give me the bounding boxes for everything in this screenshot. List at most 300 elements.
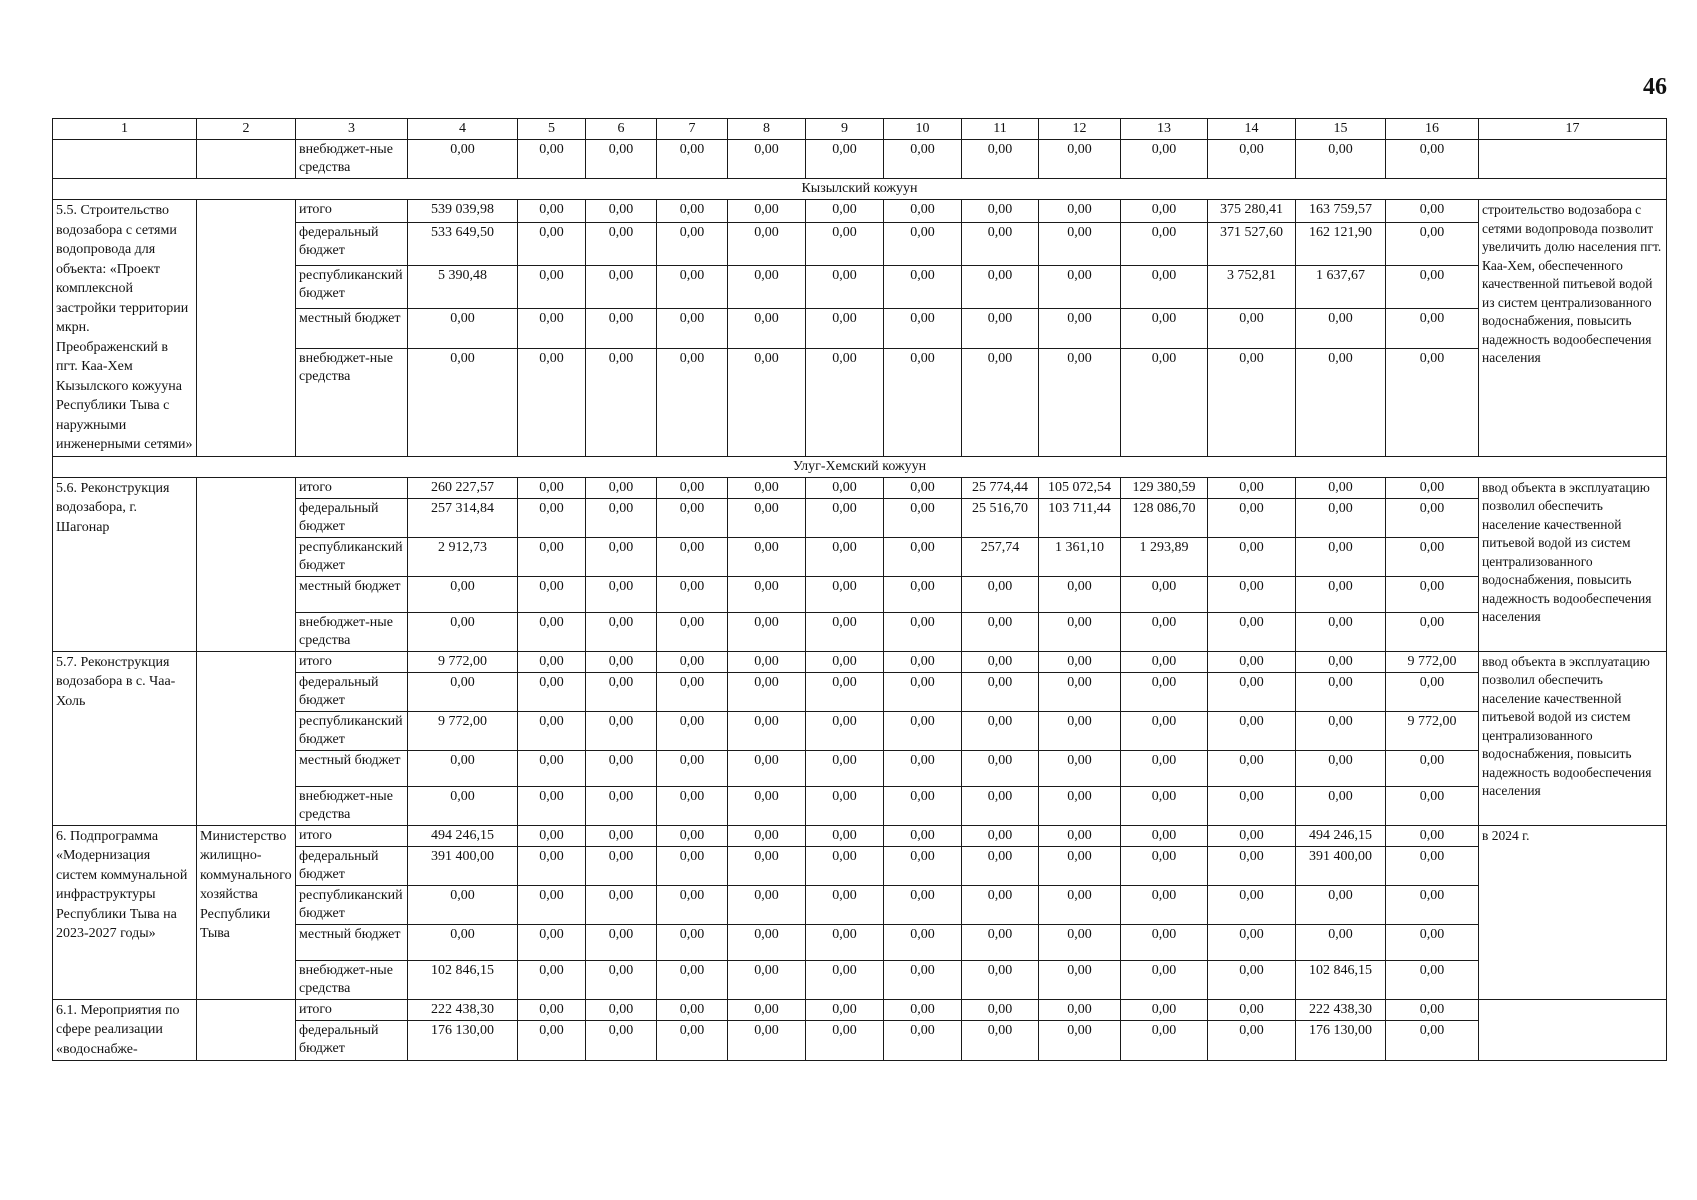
- amount-cell: 0,00: [1039, 651, 1121, 672]
- amount-cell: 0,00: [518, 498, 586, 537]
- amount-cell: 0,00: [1039, 999, 1121, 1021]
- amount-cell: 0,00: [657, 498, 728, 537]
- amount-cell: 0,00: [657, 266, 728, 309]
- expected-result: строительство водозабора с сетями водопровода позволит увеличить долю населения пгт. Каа-Хем, обеспеченного качественной питьевой водой из систем централизованного водоснабжения, повысить надежность водообеспечения населения: [1479, 200, 1667, 457]
- amount-cell: 0,00: [1208, 750, 1296, 786]
- amount-cell: 0,00: [884, 999, 962, 1021]
- amount-cell: 0,00: [1296, 786, 1386, 825]
- amount-cell: 0,00: [408, 885, 518, 924]
- amount-cell: 0,00: [884, 711, 962, 750]
- funding-source: внебюджет-ные средства: [296, 960, 408, 999]
- measure-name: 6. Подпрограмма «Модернизация систем коммунальной инфраструктуры Республики Тыва на 2023-2027 годы»: [53, 825, 197, 999]
- amount-cell: 0,00: [518, 140, 586, 179]
- expected-result: [1479, 140, 1667, 179]
- amount-cell: 0,00: [728, 223, 806, 266]
- amount-cell: 0,00: [1386, 537, 1479, 576]
- amount-cell: 0,00: [1121, 266, 1208, 309]
- amount-cell: 0,00: [728, 477, 806, 498]
- column-header: 14: [1208, 119, 1296, 140]
- amount-cell: 0,00: [806, 537, 884, 576]
- amount-cell: 0,00: [884, 672, 962, 711]
- amount-cell: 0,00: [884, 537, 962, 576]
- amount-cell: 0,00: [1039, 576, 1121, 612]
- amount-cell: 3 752,81: [1208, 266, 1296, 309]
- amount-cell: 0,00: [518, 786, 586, 825]
- amount-cell: 0,00: [518, 308, 586, 348]
- amount-cell: 0,00: [657, 200, 728, 223]
- funding-source: внебюджет-ные средства: [296, 612, 408, 651]
- amount-cell: 0,00: [1039, 223, 1121, 266]
- funding-row: [53, 612, 1667, 651]
- amount-cell: 163 759,57: [1296, 200, 1386, 223]
- amount-cell: 0,00: [518, 1021, 586, 1061]
- amount-cell: 0,00: [884, 348, 962, 456]
- amount-cell: 0,00: [728, 885, 806, 924]
- amount-cell: 176 130,00: [1296, 1021, 1386, 1061]
- funding-source: итого: [296, 200, 408, 223]
- amount-cell: 0,00: [1208, 885, 1296, 924]
- amount-cell: 9 772,00: [1386, 711, 1479, 750]
- funding-source: федеральный бюджет: [296, 1021, 408, 1061]
- amount-cell: 0,00: [728, 672, 806, 711]
- amount-cell: 0,00: [657, 750, 728, 786]
- amount-cell: 0,00: [518, 651, 586, 672]
- column-header: 15: [1296, 119, 1386, 140]
- funding-row: [53, 1021, 1667, 1061]
- expected-result: [1479, 999, 1667, 1061]
- amount-cell: 0,00: [728, 711, 806, 750]
- amount-cell: 0,00: [806, 477, 884, 498]
- column-header: 11: [962, 119, 1039, 140]
- amount-cell: 0,00: [1208, 672, 1296, 711]
- amount-cell: 0,00: [657, 348, 728, 456]
- amount-cell: 0,00: [884, 960, 962, 999]
- amount-cell: 0,00: [1039, 885, 1121, 924]
- column-header: 4: [408, 119, 518, 140]
- amount-cell: 2 912,73: [408, 537, 518, 576]
- amount-cell: 0,00: [1121, 651, 1208, 672]
- column-header: 13: [1121, 119, 1208, 140]
- amount-cell: 0,00: [1386, 308, 1479, 348]
- column-header: 1: [53, 119, 197, 140]
- amount-cell: 0,00: [1208, 537, 1296, 576]
- column-number-row: [53, 119, 1667, 140]
- amount-cell: 0,00: [657, 711, 728, 750]
- column-header: 9: [806, 119, 884, 140]
- amount-cell: 0,00: [518, 999, 586, 1021]
- amount-cell: 0,00: [518, 266, 586, 309]
- amount-cell: 0,00: [657, 924, 728, 960]
- amount-cell: 0,00: [518, 825, 586, 846]
- amount-cell: 0,00: [1121, 999, 1208, 1021]
- funding-source: местный бюджет: [296, 308, 408, 348]
- amount-cell: 0,00: [408, 576, 518, 612]
- amount-cell: 0,00: [884, 750, 962, 786]
- funding-source: итого: [296, 999, 408, 1021]
- amount-cell: 0,00: [586, 960, 657, 999]
- amount-cell: 9 772,00: [1386, 651, 1479, 672]
- amount-cell: 0,00: [518, 223, 586, 266]
- column-header: 10: [884, 119, 962, 140]
- measure-name: 6.1. Мероприятия по сфере реализации «водоснабже-: [53, 999, 197, 1061]
- funding-source: местный бюджет: [296, 750, 408, 786]
- amount-cell: 0,00: [1296, 348, 1386, 456]
- amount-cell: 0,00: [1386, 846, 1479, 885]
- amount-cell: 257,74: [962, 537, 1039, 576]
- amount-cell: 0,00: [1296, 750, 1386, 786]
- amount-cell: 0,00: [962, 348, 1039, 456]
- amount-cell: 0,00: [728, 825, 806, 846]
- amount-cell: 0,00: [806, 498, 884, 537]
- amount-cell: 0,00: [586, 750, 657, 786]
- amount-cell: 0,00: [962, 750, 1039, 786]
- amount-cell: 0,00: [884, 1021, 962, 1061]
- amount-cell: 0,00: [1121, 1021, 1208, 1061]
- amount-cell: 0,00: [657, 786, 728, 825]
- funding-row: [53, 200, 1667, 223]
- amount-cell: 0,00: [657, 1021, 728, 1061]
- column-header: 12: [1039, 119, 1121, 140]
- funding-source: республиканский бюджет: [296, 537, 408, 576]
- funding-row: [53, 266, 1667, 309]
- amount-cell: 0,00: [884, 786, 962, 825]
- funding-source: федеральный бюджет: [296, 498, 408, 537]
- executor: [197, 651, 296, 825]
- amount-cell: 0,00: [884, 846, 962, 885]
- funding-row: [53, 537, 1667, 576]
- expected-result: ввод объекта в эксплуатацию позволил обеспечить население качественной питьевой водой из систем централизованного водоснабжения, повысить надежность водообеспечения населения: [1479, 477, 1667, 651]
- amount-cell: 0,00: [962, 711, 1039, 750]
- amount-cell: 0,00: [806, 672, 884, 711]
- measure-name: 5.7. Реконструкция водозабора в с. Чаа-Холь: [53, 651, 197, 825]
- amount-cell: 0,00: [962, 223, 1039, 266]
- column-header: 7: [657, 119, 728, 140]
- amount-cell: 0,00: [1039, 750, 1121, 786]
- amount-cell: 0,00: [884, 477, 962, 498]
- executor: [197, 140, 296, 179]
- amount-cell: 0,00: [1208, 924, 1296, 960]
- expected-result: ввод объекта в эксплуатацию позволил обеспечить население качественной питьевой водой из систем централизованного водоснабжения, повысить надежность водообеспечения населения: [1479, 651, 1667, 825]
- amount-cell: 0,00: [962, 825, 1039, 846]
- amount-cell: 0,00: [586, 711, 657, 750]
- amount-cell: 0,00: [586, 786, 657, 825]
- amount-cell: 0,00: [962, 999, 1039, 1021]
- amount-cell: 494 246,15: [408, 825, 518, 846]
- amount-cell: 494 246,15: [1296, 825, 1386, 846]
- amount-cell: 0,00: [1039, 786, 1121, 825]
- amount-cell: 0,00: [657, 651, 728, 672]
- amount-cell: 0,00: [1296, 885, 1386, 924]
- amount-cell: 222 438,30: [1296, 999, 1386, 1021]
- funding-source: федеральный бюджет: [296, 672, 408, 711]
- amount-cell: 1 361,10: [1039, 537, 1121, 576]
- column-header: 5: [518, 119, 586, 140]
- amount-cell: 0,00: [962, 576, 1039, 612]
- executor: Министерство жилищно-коммунального хозяйства Республики Тыва: [197, 825, 296, 999]
- amount-cell: 0,00: [1121, 711, 1208, 750]
- amount-cell: 0,00: [586, 140, 657, 179]
- funding-source: республиканский бюджет: [296, 885, 408, 924]
- amount-cell: 0,00: [1208, 999, 1296, 1021]
- amount-cell: 0,00: [586, 348, 657, 456]
- amount-cell: 0,00: [728, 999, 806, 1021]
- amount-cell: 0,00: [1208, 651, 1296, 672]
- amount-cell: 0,00: [1121, 308, 1208, 348]
- funding-source: федеральный бюджет: [296, 223, 408, 266]
- funding-row: [53, 651, 1667, 672]
- amount-cell: 0,00: [657, 960, 728, 999]
- funding-source: итого: [296, 825, 408, 846]
- amount-cell: 0,00: [1386, 1021, 1479, 1061]
- amount-cell: 0,00: [518, 477, 586, 498]
- amount-cell: 0,00: [1208, 498, 1296, 537]
- amount-cell: 0,00: [1121, 672, 1208, 711]
- amount-cell: 0,00: [728, 266, 806, 309]
- amount-cell: 0,00: [884, 498, 962, 537]
- amount-cell: 0,00: [586, 651, 657, 672]
- amount-cell: 0,00: [657, 223, 728, 266]
- amount-cell: 533 649,50: [408, 223, 518, 266]
- amount-cell: 0,00: [806, 576, 884, 612]
- amount-cell: 0,00: [1296, 498, 1386, 537]
- amount-cell: 0,00: [1296, 672, 1386, 711]
- amount-cell: 0,00: [586, 1021, 657, 1061]
- amount-cell: 0,00: [884, 223, 962, 266]
- amount-cell: 0,00: [1121, 140, 1208, 179]
- amount-cell: 0,00: [1121, 960, 1208, 999]
- amount-cell: 0,00: [1121, 825, 1208, 846]
- amount-cell: 0,00: [408, 672, 518, 711]
- amount-cell: 0,00: [884, 200, 962, 223]
- amount-cell: 0,00: [806, 960, 884, 999]
- amount-cell: 0,00: [806, 825, 884, 846]
- funding-row: [53, 223, 1667, 266]
- amount-cell: 0,00: [586, 223, 657, 266]
- amount-cell: 0,00: [408, 140, 518, 179]
- amount-cell: 0,00: [806, 750, 884, 786]
- amount-cell: 0,00: [884, 308, 962, 348]
- amount-cell: 0,00: [806, 266, 884, 309]
- amount-cell: 0,00: [657, 846, 728, 885]
- amount-cell: 0,00: [657, 672, 728, 711]
- funding-source: местный бюджет: [296, 576, 408, 612]
- amount-cell: 0,00: [1208, 576, 1296, 612]
- amount-cell: 0,00: [806, 885, 884, 924]
- funding-row: [53, 825, 1667, 846]
- executor: [197, 999, 296, 1061]
- amount-cell: 0,00: [518, 960, 586, 999]
- amount-cell: 0,00: [884, 612, 962, 651]
- amount-cell: 0,00: [1039, 846, 1121, 885]
- region-label: Кызылский кожуун: [53, 179, 1667, 200]
- amount-cell: 0,00: [657, 140, 728, 179]
- amount-cell: 0,00: [1208, 308, 1296, 348]
- amount-cell: 0,00: [884, 651, 962, 672]
- amount-cell: 0,00: [1386, 825, 1479, 846]
- amount-cell: 0,00: [1296, 612, 1386, 651]
- amount-cell: 25 516,70: [962, 498, 1039, 537]
- amount-cell: 102 846,15: [1296, 960, 1386, 999]
- amount-cell: 0,00: [518, 200, 586, 223]
- amount-cell: 0,00: [1039, 308, 1121, 348]
- amount-cell: 0,00: [657, 825, 728, 846]
- amount-cell: 0,00: [518, 885, 586, 924]
- amount-cell: 0,00: [962, 846, 1039, 885]
- amount-cell: 391 400,00: [1296, 846, 1386, 885]
- amount-cell: 371 527,60: [1208, 223, 1296, 266]
- amount-cell: 0,00: [806, 999, 884, 1021]
- funding-source: федеральный бюджет: [296, 846, 408, 885]
- amount-cell: 0,00: [586, 846, 657, 885]
- funding-row: [53, 750, 1667, 786]
- amount-cell: 0,00: [1386, 612, 1479, 651]
- page-number: 46: [1643, 74, 1667, 100]
- amount-cell: 1 637,67: [1296, 266, 1386, 309]
- amount-cell: 0,00: [586, 200, 657, 223]
- amount-cell: 0,00: [728, 612, 806, 651]
- funding-row: [53, 711, 1667, 750]
- amount-cell: 129 380,59: [1121, 477, 1208, 498]
- amount-cell: 0,00: [728, 960, 806, 999]
- amount-cell: 0,00: [1039, 825, 1121, 846]
- amount-cell: 176 130,00: [408, 1021, 518, 1061]
- amount-cell: 0,00: [1121, 786, 1208, 825]
- amount-cell: 0,00: [586, 924, 657, 960]
- amount-cell: 0,00: [1296, 651, 1386, 672]
- amount-cell: 0,00: [518, 537, 586, 576]
- amount-cell: 0,00: [1121, 348, 1208, 456]
- amount-cell: 0,00: [1121, 576, 1208, 612]
- amount-cell: 0,00: [884, 140, 962, 179]
- amount-cell: 0,00: [1121, 750, 1208, 786]
- amount-cell: 0,00: [408, 924, 518, 960]
- amount-cell: 0,00: [962, 140, 1039, 179]
- amount-cell: 0,00: [586, 266, 657, 309]
- amount-cell: 0,00: [806, 846, 884, 885]
- amount-cell: 0,00: [1296, 576, 1386, 612]
- amount-cell: 0,00: [884, 266, 962, 309]
- funding-row: [53, 140, 1667, 179]
- amount-cell: 0,00: [1296, 924, 1386, 960]
- region-row: [53, 456, 1667, 477]
- funding-row: [53, 846, 1667, 885]
- amount-cell: 0,00: [1208, 612, 1296, 651]
- amount-cell: 0,00: [586, 477, 657, 498]
- amount-cell: 0,00: [806, 308, 884, 348]
- column-header: 17: [1479, 119, 1667, 140]
- amount-cell: 539 039,98: [408, 200, 518, 223]
- amount-cell: 0,00: [1208, 140, 1296, 179]
- column-header: 3: [296, 119, 408, 140]
- column-header: 8: [728, 119, 806, 140]
- funding-row: [53, 786, 1667, 825]
- amount-cell: 0,00: [1386, 266, 1479, 309]
- amount-cell: 0,00: [806, 223, 884, 266]
- amount-cell: 162 121,90: [1296, 223, 1386, 266]
- amount-cell: 25 774,44: [962, 477, 1039, 498]
- amount-cell: 0,00: [518, 711, 586, 750]
- measure-name: 5.6. Реконструкция водозабора, г. Шагонар: [53, 477, 197, 651]
- amount-cell: 0,00: [728, 537, 806, 576]
- amount-cell: 0,00: [1121, 846, 1208, 885]
- amount-cell: 222 438,30: [408, 999, 518, 1021]
- funding-row: [53, 576, 1667, 612]
- amount-cell: 0,00: [586, 672, 657, 711]
- region-label: Улуг-Хемский кожуун: [53, 456, 1667, 477]
- column-header: 16: [1386, 119, 1479, 140]
- amount-cell: 0,00: [1386, 999, 1479, 1021]
- amount-cell: 0,00: [518, 348, 586, 456]
- amount-cell: 0,00: [1386, 576, 1479, 612]
- amount-cell: 0,00: [1208, 825, 1296, 846]
- amount-cell: 0,00: [728, 1021, 806, 1061]
- amount-cell: 0,00: [1296, 537, 1386, 576]
- amount-cell: 0,00: [657, 576, 728, 612]
- funding-row: [53, 672, 1667, 711]
- amount-cell: 0,00: [962, 672, 1039, 711]
- amount-cell: 0,00: [884, 576, 962, 612]
- funding-row: [53, 498, 1667, 537]
- amount-cell: 0,00: [728, 308, 806, 348]
- amount-cell: 0,00: [728, 786, 806, 825]
- amount-cell: 0,00: [806, 1021, 884, 1061]
- amount-cell: 0,00: [884, 924, 962, 960]
- amount-cell: 0,00: [962, 960, 1039, 999]
- amount-cell: 0,00: [728, 750, 806, 786]
- amount-cell: 5 390,48: [408, 266, 518, 309]
- amount-cell: 0,00: [728, 924, 806, 960]
- amount-cell: 375 280,41: [1208, 200, 1296, 223]
- amount-cell: 0,00: [1208, 711, 1296, 750]
- amount-cell: 0,00: [1386, 498, 1479, 537]
- amount-cell: 0,00: [1386, 924, 1479, 960]
- amount-cell: 0,00: [806, 651, 884, 672]
- amount-cell: 0,00: [728, 200, 806, 223]
- column-header: 6: [586, 119, 657, 140]
- amount-cell: 0,00: [1208, 786, 1296, 825]
- amount-cell: 0,00: [586, 308, 657, 348]
- amount-cell: 0,00: [1039, 672, 1121, 711]
- amount-cell: 0,00: [1296, 140, 1386, 179]
- amount-cell: 0,00: [1386, 960, 1479, 999]
- amount-cell: 0,00: [1386, 786, 1479, 825]
- amount-cell: 0,00: [657, 477, 728, 498]
- amount-cell: 0,00: [1208, 1021, 1296, 1061]
- amount-cell: 0,00: [518, 924, 586, 960]
- amount-cell: 0,00: [586, 825, 657, 846]
- funding-source: внебюджет-ные средства: [296, 348, 408, 456]
- amount-cell: 105 072,54: [1039, 477, 1121, 498]
- funding-row: [53, 348, 1667, 456]
- amount-cell: 0,00: [1039, 711, 1121, 750]
- executor: [197, 477, 296, 651]
- amount-cell: 0,00: [657, 999, 728, 1021]
- amount-cell: 0,00: [728, 498, 806, 537]
- amount-cell: 0,00: [884, 885, 962, 924]
- amount-cell: 0,00: [1296, 308, 1386, 348]
- amount-cell: 0,00: [1296, 477, 1386, 498]
- amount-cell: 103 711,44: [1039, 498, 1121, 537]
- amount-cell: 0,00: [1208, 846, 1296, 885]
- amount-cell: 0,00: [806, 711, 884, 750]
- funding-source: внебюджет-ные средства: [296, 786, 408, 825]
- amount-cell: 0,00: [806, 140, 884, 179]
- amount-cell: 0,00: [728, 651, 806, 672]
- amount-cell: 0,00: [1208, 348, 1296, 456]
- budget-table: [52, 118, 1667, 1061]
- amount-cell: 0,00: [1039, 200, 1121, 223]
- amount-cell: 0,00: [1039, 612, 1121, 651]
